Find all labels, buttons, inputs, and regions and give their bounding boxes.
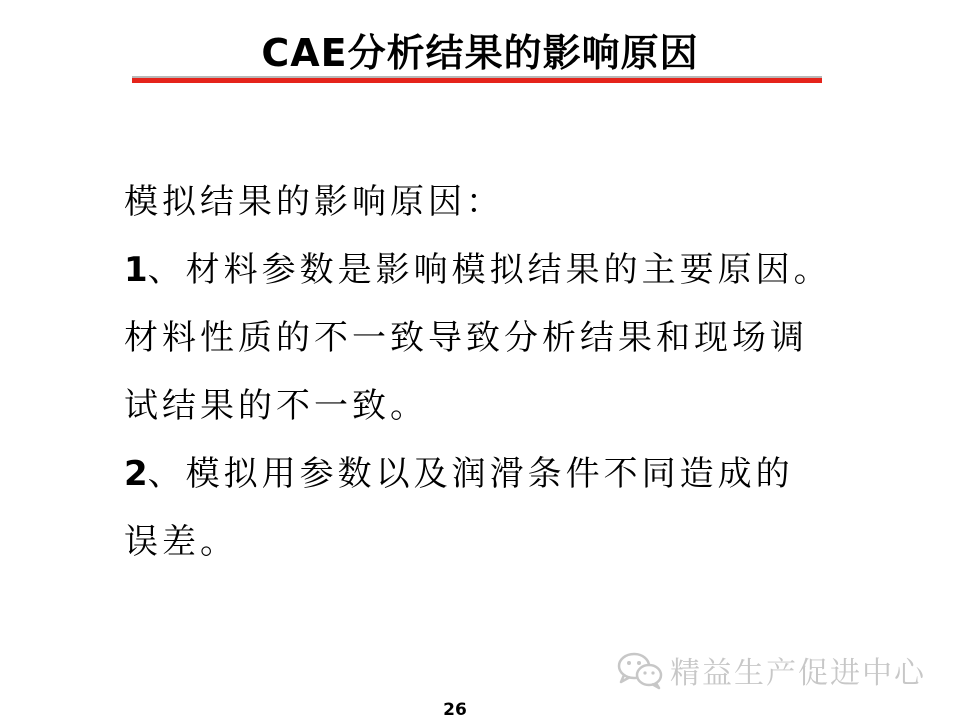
- page-number: 26: [443, 700, 467, 720]
- slide-title: CAE分析结果的影响原因: [261, 31, 699, 75]
- underline-red-line: [132, 78, 822, 83]
- title-underline: [132, 76, 822, 85]
- watermark-text: 精益生产促进中心: [670, 656, 926, 691]
- watermark: [616, 650, 926, 690]
- body-text: [124, 168, 832, 576]
- body-line: 1、材料参数是影响模拟结果的主要原因。: [124, 250, 832, 290]
- body-line: 模拟结果的影响原因：: [124, 182, 504, 222]
- body-line: 材料性质的不一致导致分析结果和现场调: [124, 318, 808, 358]
- body-line: 2、模拟用参数以及润滑条件不同造成的: [124, 454, 794, 494]
- body-line: 误差。: [124, 522, 238, 562]
- item-number: 1: [124, 250, 148, 290]
- wechat-icon: [616, 650, 664, 690]
- body-line: 试结果的不一致。: [124, 386, 428, 426]
- item-number: 2: [124, 454, 148, 494]
